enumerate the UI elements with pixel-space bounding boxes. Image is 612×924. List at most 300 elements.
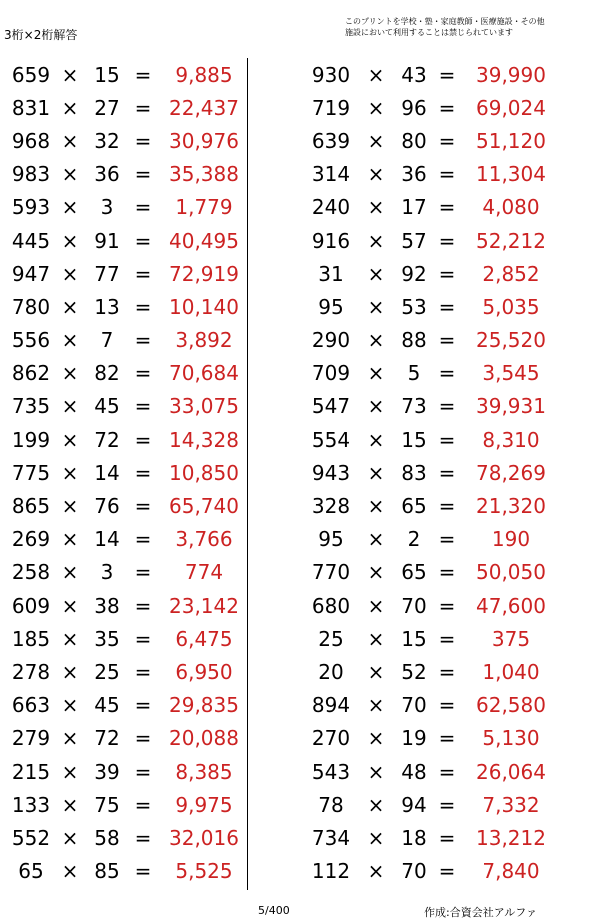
times-sign: × <box>61 726 79 751</box>
multiplicand: 270 <box>311 726 351 751</box>
answer: 8,310 <box>482 427 540 452</box>
times-sign: × <box>61 825 79 850</box>
problem-row <box>0 423 247 456</box>
equals-sign: = <box>438 427 456 452</box>
problem-row <box>0 390 247 423</box>
equals-sign: = <box>134 361 152 386</box>
equals-sign: = <box>438 593 456 618</box>
problem-row <box>300 91 560 124</box>
multiplicand: 31 <box>318 261 344 286</box>
equals-sign: = <box>438 162 456 187</box>
multiplicand: 199 <box>11 427 51 452</box>
multiplier: 91 <box>94 228 120 253</box>
answer: 3,892 <box>175 328 233 353</box>
equals-sign: = <box>438 825 456 850</box>
multiplicand: 943 <box>311 460 351 485</box>
multiplicand: 258 <box>11 560 51 585</box>
answer: 6,950 <box>175 659 233 684</box>
multiplicand: 709 <box>311 361 351 386</box>
times-sign: × <box>61 394 79 419</box>
equals-sign: = <box>134 128 152 153</box>
equals-sign: = <box>134 95 152 120</box>
multiplier: 94 <box>401 792 427 817</box>
times-sign: × <box>61 560 79 585</box>
answer: 29,835 <box>169 693 239 718</box>
times-sign: × <box>61 294 79 319</box>
equals-sign: = <box>438 95 456 120</box>
answer: 25,520 <box>476 328 546 353</box>
answer: 40,495 <box>169 228 239 253</box>
equals-sign: = <box>134 195 152 220</box>
multiplicand: 593 <box>11 195 51 220</box>
problem-row <box>300 722 560 755</box>
problem-row <box>0 855 247 888</box>
answer: 9,975 <box>175 792 233 817</box>
multiplicand: 639 <box>311 128 351 153</box>
multiplier: 45 <box>94 693 120 718</box>
times-sign: × <box>367 494 385 519</box>
multiplicand: 735 <box>11 394 51 419</box>
times-sign: × <box>61 427 79 452</box>
times-sign: × <box>61 659 79 684</box>
multiplier: 76 <box>94 494 120 519</box>
equals-sign: = <box>134 294 152 319</box>
answer: 70,684 <box>169 361 239 386</box>
times-sign: × <box>367 825 385 850</box>
answer: 65,740 <box>169 494 239 519</box>
multiplicand: 983 <box>11 162 51 187</box>
answer: 4,080 <box>482 195 540 220</box>
problem-row <box>0 58 247 91</box>
problem-row <box>0 290 247 323</box>
problem-row <box>0 655 247 688</box>
column-divider <box>247 58 248 890</box>
times-sign: × <box>367 261 385 286</box>
answer: 35,388 <box>169 162 239 187</box>
multiplicand: 659 <box>11 62 51 87</box>
equals-sign: = <box>134 527 152 552</box>
equals-sign: = <box>438 62 456 87</box>
answer: 23,142 <box>169 593 239 618</box>
multiplier: 70 <box>401 693 427 718</box>
multiplier: 2 <box>407 527 421 552</box>
problem-row <box>0 91 247 124</box>
answer: 6,475 <box>175 626 233 651</box>
answer: 10,850 <box>169 460 239 485</box>
multiplier: 70 <box>401 593 427 618</box>
equals-sign: = <box>134 494 152 519</box>
multiplier: 53 <box>401 294 427 319</box>
times-sign: × <box>61 162 79 187</box>
problem-row <box>300 390 560 423</box>
times-sign: × <box>367 328 385 353</box>
problem-row <box>0 124 247 157</box>
problem-row <box>300 589 560 622</box>
answer: 1,779 <box>175 195 233 220</box>
multiplicand: 968 <box>11 128 51 153</box>
times-sign: × <box>367 527 385 552</box>
answer: 78,269 <box>476 460 546 485</box>
times-sign: × <box>367 228 385 253</box>
answer: 62,580 <box>476 693 546 718</box>
problem-row <box>0 357 247 390</box>
problem-row <box>0 456 247 489</box>
equals-sign: = <box>438 759 456 784</box>
multiplier: 3 <box>100 560 114 585</box>
answer: 11,304 <box>476 162 546 187</box>
equals-sign: = <box>134 62 152 87</box>
equals-sign: = <box>438 859 456 884</box>
multiplicand: 775 <box>11 460 51 485</box>
problem-row <box>300 456 560 489</box>
equals-sign: = <box>438 626 456 651</box>
answer: 39,990 <box>476 62 546 87</box>
multiplicand: 780 <box>11 294 51 319</box>
multiplicand: 680 <box>311 593 351 618</box>
answer: 8,385 <box>175 759 233 784</box>
times-sign: × <box>367 593 385 618</box>
multiplicand: 185 <box>11 626 51 651</box>
multiplier: 72 <box>94 726 120 751</box>
times-sign: × <box>367 427 385 452</box>
multiplicand: 734 <box>311 825 351 850</box>
problem-row <box>300 622 560 655</box>
multiplier: 57 <box>401 228 427 253</box>
multiplier: 77 <box>94 261 120 286</box>
multiplier: 85 <box>94 859 120 884</box>
multiplicand: 78 <box>318 792 344 817</box>
multiplicand: 278 <box>11 659 51 684</box>
answer: 10,140 <box>169 294 239 319</box>
problem-row <box>300 788 560 821</box>
times-sign: × <box>61 792 79 817</box>
multiplier: 65 <box>401 560 427 585</box>
times-sign: × <box>367 560 385 585</box>
answer: 5,525 <box>175 859 233 884</box>
multiplier: 14 <box>94 527 120 552</box>
problem-row <box>0 622 247 655</box>
times-sign: × <box>61 527 79 552</box>
times-sign: × <box>367 162 385 187</box>
problem-row <box>300 191 560 224</box>
usage-notice-line-1: このプリントを学校・塾・家庭教師・医療施設・その他 <box>345 17 545 26</box>
answer: 72,919 <box>169 261 239 286</box>
times-sign: × <box>367 394 385 419</box>
answer: 7,332 <box>482 792 540 817</box>
multiplicand: 556 <box>11 328 51 353</box>
problem-row <box>300 124 560 157</box>
multiplicand: 133 <box>11 792 51 817</box>
times-sign: × <box>61 62 79 87</box>
times-sign: × <box>61 693 79 718</box>
times-sign: × <box>367 693 385 718</box>
equals-sign: = <box>134 825 152 850</box>
equals-sign: = <box>134 693 152 718</box>
equals-sign: = <box>438 328 456 353</box>
multiplier: 36 <box>94 162 120 187</box>
equals-sign: = <box>134 328 152 353</box>
multiplier: 36 <box>401 162 427 187</box>
times-sign: × <box>61 228 79 253</box>
equals-sign: = <box>134 228 152 253</box>
problem-row <box>0 523 247 556</box>
problem-row <box>300 655 560 688</box>
problem-row <box>300 158 560 191</box>
answer: 51,120 <box>476 128 546 153</box>
multiplicand: 554 <box>311 427 351 452</box>
multiplier: 65 <box>401 494 427 519</box>
equals-sign: = <box>438 128 456 153</box>
answer: 7,840 <box>482 859 540 884</box>
multiplicand: 215 <box>11 759 51 784</box>
multiplicand: 25 <box>318 626 344 651</box>
multiplicand: 279 <box>11 726 51 751</box>
times-sign: × <box>61 128 79 153</box>
multiplier: 35 <box>94 626 120 651</box>
equals-sign: = <box>134 460 152 485</box>
times-sign: × <box>367 792 385 817</box>
multiplicand: 770 <box>311 560 351 585</box>
multiplicand: 240 <box>311 195 351 220</box>
times-sign: × <box>61 626 79 651</box>
multiplier: 14 <box>94 460 120 485</box>
equals-sign: = <box>134 261 152 286</box>
problem-row <box>0 788 247 821</box>
answer: 47,600 <box>476 593 546 618</box>
multiplier: 39 <box>94 759 120 784</box>
answer: 26,064 <box>476 759 546 784</box>
multiplicand: 20 <box>318 659 344 684</box>
multiplier: 19 <box>401 726 427 751</box>
times-sign: × <box>61 195 79 220</box>
answer: 32,016 <box>169 825 239 850</box>
problem-row <box>300 523 560 556</box>
left-problem-column <box>0 58 247 888</box>
multiplicand: 95 <box>318 294 344 319</box>
equals-sign: = <box>438 261 456 286</box>
multiplicand: 290 <box>311 328 351 353</box>
multiplier: 27 <box>94 95 120 120</box>
multiplier: 25 <box>94 659 120 684</box>
multiplicand: 95 <box>318 527 344 552</box>
usage-notice-line-2: 施設において利用することは禁じられています <box>345 28 513 37</box>
problem-row <box>300 689 560 722</box>
equals-sign: = <box>134 759 152 784</box>
times-sign: × <box>61 95 79 120</box>
problem-row <box>300 290 560 323</box>
right-problem-column <box>300 58 560 888</box>
problem-row <box>0 821 247 854</box>
problem-row <box>300 489 560 522</box>
multiplier: 75 <box>94 792 120 817</box>
multiplier: 80 <box>401 128 427 153</box>
times-sign: × <box>367 95 385 120</box>
multiplier: 38 <box>94 593 120 618</box>
problem-row <box>300 224 560 257</box>
equals-sign: = <box>438 228 456 253</box>
answer: 30,976 <box>169 128 239 153</box>
problem-row <box>0 689 247 722</box>
times-sign: × <box>367 726 385 751</box>
equals-sign: = <box>134 593 152 618</box>
equals-sign: = <box>438 560 456 585</box>
multiplier: 15 <box>401 427 427 452</box>
multiplicand: 328 <box>311 494 351 519</box>
times-sign: × <box>367 128 385 153</box>
multiplicand: 269 <box>11 527 51 552</box>
problem-row <box>0 257 247 290</box>
problem-row <box>300 821 560 854</box>
multiplier: 3 <box>100 195 114 220</box>
multiplicand: 862 <box>11 361 51 386</box>
multiplier: 5 <box>407 361 421 386</box>
problem-row <box>300 257 560 290</box>
problem-row <box>0 158 247 191</box>
multiplicand: 112 <box>311 859 351 884</box>
equals-sign: = <box>134 792 152 817</box>
multiplier: 83 <box>401 460 427 485</box>
multiplier: 18 <box>401 825 427 850</box>
times-sign: × <box>61 361 79 386</box>
answer: 20,088 <box>169 726 239 751</box>
equals-sign: = <box>438 294 456 319</box>
worksheet-title: 3桁×2桁解答 <box>4 28 78 42</box>
problem-row <box>0 755 247 788</box>
multiplicand: 552 <box>11 825 51 850</box>
equals-sign: = <box>438 693 456 718</box>
answer: 5,130 <box>482 726 540 751</box>
problem-row <box>300 556 560 589</box>
multiplier: 58 <box>94 825 120 850</box>
multiplicand: 543 <box>311 759 351 784</box>
answer: 13,212 <box>476 825 546 850</box>
multiplier: 92 <box>401 261 427 286</box>
problem-row <box>0 324 247 357</box>
equals-sign: = <box>438 726 456 751</box>
equals-sign: = <box>438 494 456 519</box>
equals-sign: = <box>438 361 456 386</box>
times-sign: × <box>61 859 79 884</box>
equals-sign: = <box>438 659 456 684</box>
times-sign: × <box>367 294 385 319</box>
times-sign: × <box>367 659 385 684</box>
equals-sign: = <box>134 560 152 585</box>
answer: 22,437 <box>169 95 239 120</box>
multiplicand: 865 <box>11 494 51 519</box>
problem-row <box>0 589 247 622</box>
times-sign: × <box>367 62 385 87</box>
problem-row <box>0 191 247 224</box>
multiplicand: 314 <box>311 162 351 187</box>
answer: 3,766 <box>175 527 233 552</box>
multiplier: 48 <box>401 759 427 784</box>
answer: 33,075 <box>169 394 239 419</box>
answer: 14,328 <box>169 427 239 452</box>
answer: 69,024 <box>476 95 546 120</box>
multiplier: 43 <box>401 62 427 87</box>
multiplier: 82 <box>94 361 120 386</box>
usage-notice <box>345 16 545 38</box>
times-sign: × <box>61 494 79 519</box>
author-credit: 作成:合資会社アルファ <box>424 906 538 919</box>
multiplicand: 445 <box>11 228 51 253</box>
answer: 2,852 <box>482 261 540 286</box>
times-sign: × <box>367 460 385 485</box>
times-sign: × <box>61 593 79 618</box>
multiplier: 17 <box>401 195 427 220</box>
multiplier: 96 <box>401 95 427 120</box>
times-sign: × <box>367 361 385 386</box>
times-sign: × <box>61 328 79 353</box>
multiplicand: 65 <box>18 859 44 884</box>
equals-sign: = <box>134 162 152 187</box>
multiplicand: 831 <box>11 95 51 120</box>
times-sign: × <box>367 859 385 884</box>
times-sign: × <box>367 626 385 651</box>
equals-sign: = <box>134 427 152 452</box>
equals-sign: = <box>134 659 152 684</box>
answer: 1,040 <box>482 659 540 684</box>
problem-row <box>0 489 247 522</box>
equals-sign: = <box>438 527 456 552</box>
multiplier: 88 <box>401 328 427 353</box>
equals-sign: = <box>438 394 456 419</box>
times-sign: × <box>61 759 79 784</box>
times-sign: × <box>367 759 385 784</box>
equals-sign: = <box>134 726 152 751</box>
equals-sign: = <box>438 195 456 220</box>
answer: 52,212 <box>476 228 546 253</box>
multiplier: 73 <box>401 394 427 419</box>
answer: 3,545 <box>482 361 540 386</box>
multiplicand: 916 <box>311 228 351 253</box>
answer: 21,320 <box>476 494 546 519</box>
answer: 5,035 <box>482 294 540 319</box>
multiplicand: 930 <box>311 62 351 87</box>
multiplicand: 663 <box>11 693 51 718</box>
problem-row <box>300 58 560 91</box>
problem-row <box>0 722 247 755</box>
problem-row <box>300 357 560 390</box>
multiplier: 72 <box>94 427 120 452</box>
answer: 190 <box>491 527 531 552</box>
problem-row <box>300 855 560 888</box>
equals-sign: = <box>134 626 152 651</box>
problem-row <box>300 755 560 788</box>
multiplier: 15 <box>401 626 427 651</box>
problem-row <box>300 423 560 456</box>
multiplier: 13 <box>94 294 120 319</box>
problem-row <box>0 556 247 589</box>
equals-sign: = <box>438 460 456 485</box>
multiplier: 7 <box>100 328 114 353</box>
answer: 774 <box>184 560 224 585</box>
answer: 375 <box>491 626 531 651</box>
multiplier: 70 <box>401 859 427 884</box>
times-sign: × <box>367 195 385 220</box>
multiplicand: 894 <box>311 693 351 718</box>
answer: 50,050 <box>476 560 546 585</box>
multiplier: 45 <box>94 394 120 419</box>
multiplicand: 609 <box>11 593 51 618</box>
problem-row <box>0 224 247 257</box>
multiplier: 15 <box>94 62 120 87</box>
equals-sign: = <box>134 394 152 419</box>
times-sign: × <box>61 460 79 485</box>
multiplicand: 947 <box>11 261 51 286</box>
page-number: 5/400 <box>258 904 290 917</box>
multiplicand: 547 <box>311 394 351 419</box>
